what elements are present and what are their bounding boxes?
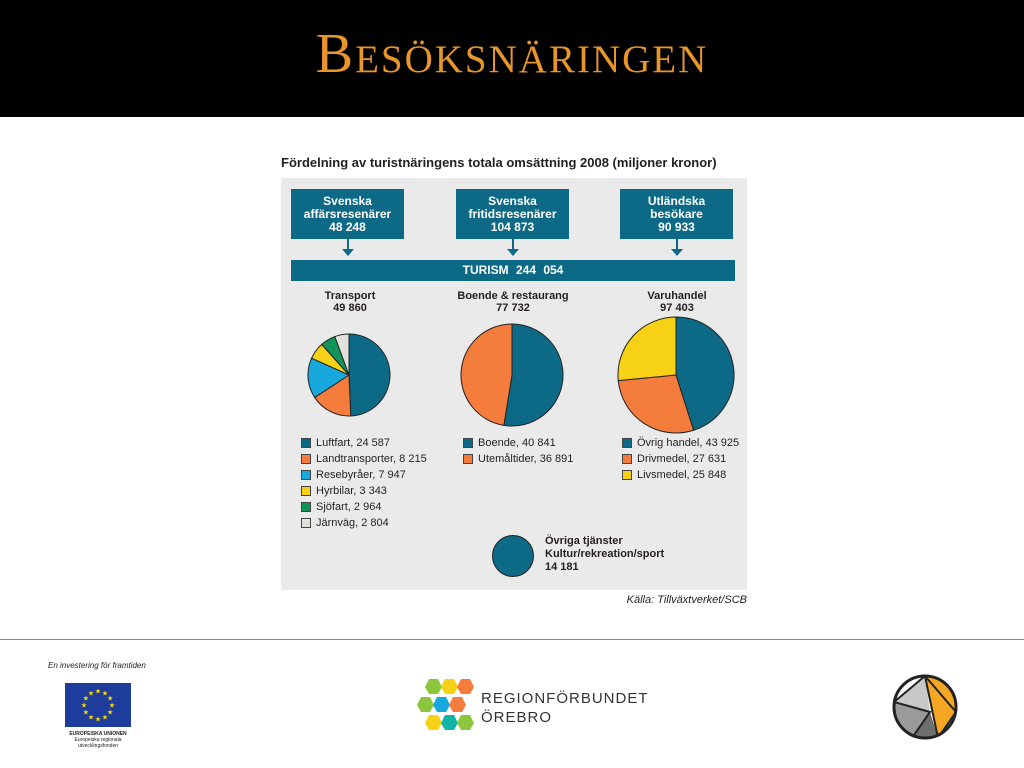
legend-lodging bbox=[463, 435, 573, 467]
eu-star-icon: ★ bbox=[94, 715, 102, 724]
geometric-circle-logo-icon bbox=[890, 672, 960, 742]
legend-swatch bbox=[301, 454, 311, 464]
eu-flag-icon bbox=[65, 683, 131, 727]
source-box-label: Svenska bbox=[488, 193, 537, 208]
source-box-value: 104 873 bbox=[490, 219, 535, 234]
legend-item bbox=[622, 467, 739, 483]
legend-swatch bbox=[622, 454, 632, 464]
pie-slice-0-0 bbox=[349, 334, 390, 416]
slide-header bbox=[0, 0, 1024, 117]
source-box-label2: besökare bbox=[650, 206, 703, 221]
legend-label: Livsmedel, 25 848 bbox=[637, 469, 727, 481]
eu-star-icon: ★ bbox=[87, 713, 95, 722]
eu-star-icon: ★ bbox=[108, 701, 116, 710]
legend-item bbox=[301, 467, 427, 483]
chart-title: Fördelning av turistnäringens totala omsättning 2008 (miljoner kronor) bbox=[281, 155, 717, 170]
legend-label: Boende, 40 841 bbox=[478, 437, 556, 449]
legend-label: Övrig handel, 43 925 bbox=[637, 437, 740, 449]
legend-label: Hyrbilar, 3 343 bbox=[316, 485, 387, 497]
legend-retail bbox=[622, 435, 739, 483]
legend-item bbox=[622, 435, 739, 451]
legend-item bbox=[301, 515, 427, 531]
chart-source: Källa: Tillväxtverket/SCB bbox=[626, 594, 747, 606]
eu-star-icon: ★ bbox=[101, 713, 109, 722]
legend-label: Utemåltider, 36 891 bbox=[478, 453, 574, 465]
legend-swatch bbox=[622, 438, 632, 448]
legend-swatch bbox=[463, 454, 473, 464]
other-services-label bbox=[545, 535, 664, 574]
source-box-label: Svenska bbox=[323, 193, 372, 208]
pie-slice-1-0 bbox=[504, 324, 563, 426]
other-line1: Övriga tjänster bbox=[545, 535, 623, 547]
eu-star-icon: ★ bbox=[82, 708, 90, 717]
pie-total: 77 732 bbox=[496, 302, 530, 314]
region-line1: REGIONFÖRBUNDET bbox=[481, 690, 649, 707]
legend-swatch bbox=[622, 470, 632, 480]
legend-label: Resebyråer, 7 947 bbox=[316, 469, 406, 481]
eu-star-icon: ★ bbox=[106, 694, 114, 703]
legend-item bbox=[301, 499, 427, 515]
legend-swatch bbox=[301, 438, 311, 448]
other-services-circle bbox=[492, 535, 534, 577]
region-hexagon-logo-icon bbox=[413, 676, 477, 736]
total-label: TURISM bbox=[462, 263, 509, 277]
other-line2: Kultur/rekreation/sport bbox=[545, 548, 665, 560]
pie-total: 49 860 bbox=[333, 302, 367, 314]
legend-item bbox=[463, 451, 573, 467]
legend-swatch bbox=[301, 502, 311, 512]
pie-total: 97 403 bbox=[660, 302, 694, 314]
legend-label: Järnväg, 2 804 bbox=[316, 517, 389, 529]
legend-label: Luftfart, 24 587 bbox=[316, 437, 390, 449]
legend-swatch bbox=[301, 470, 311, 480]
total-value: 244 054 bbox=[515, 263, 564, 277]
eu-star-icon: ★ bbox=[101, 689, 109, 698]
legend-swatch bbox=[463, 438, 473, 448]
source-box-value: 48 248 bbox=[329, 219, 366, 234]
source-box-label: Utländska bbox=[647, 193, 706, 208]
eu-star-icon: ★ bbox=[94, 687, 102, 696]
legend-label: Drivmedel, 27 631 bbox=[637, 453, 727, 465]
other-value: 14 181 bbox=[545, 561, 579, 573]
legend-swatch bbox=[301, 486, 311, 496]
source-box-label2: affärsresenärer bbox=[303, 206, 392, 221]
eu-star-icon: ★ bbox=[106, 708, 114, 717]
pie-name: Boende & restaurang bbox=[457, 290, 569, 302]
legend-label: Sjöfart, 2 964 bbox=[316, 501, 382, 513]
legend-item bbox=[301, 483, 427, 499]
pie-slice-1-1 bbox=[461, 324, 512, 425]
eu-fund bbox=[50, 737, 146, 749]
eu-caption: En investering för framtiden bbox=[48, 661, 146, 670]
legend-swatch bbox=[301, 518, 311, 528]
slide-title: Besöksnäringen bbox=[315, 23, 709, 85]
legend-label: Landtransporter, 8 215 bbox=[316, 453, 427, 465]
eu-star-icon: ★ bbox=[82, 694, 90, 703]
eu-star-icon: ★ bbox=[87, 689, 95, 698]
legend-item bbox=[301, 451, 427, 467]
eu-fund-line1: Europeiska regionala bbox=[74, 737, 122, 743]
legend-transport bbox=[301, 435, 427, 531]
eu-fund-line2: utvecklingsfonden bbox=[77, 743, 119, 749]
region-name bbox=[481, 689, 649, 727]
source-box-value: 90 933 bbox=[658, 219, 695, 234]
pie-slice-2-2 bbox=[618, 317, 676, 381]
eu-name: EUROPEISKA UNIONEN bbox=[69, 731, 127, 737]
region-line2: ÖREBRO bbox=[481, 709, 553, 726]
pie-name: Varuhandel bbox=[647, 290, 707, 302]
footer-divider bbox=[0, 639, 1024, 640]
chart-panel bbox=[281, 178, 747, 590]
legend-item bbox=[301, 435, 427, 451]
pie-name: Transport bbox=[324, 290, 376, 302]
legend-item bbox=[622, 451, 739, 467]
source-box-label2: fritidsresenärer bbox=[468, 206, 557, 221]
legend-item bbox=[463, 435, 573, 451]
eu-star-icon: ★ bbox=[80, 701, 88, 710]
